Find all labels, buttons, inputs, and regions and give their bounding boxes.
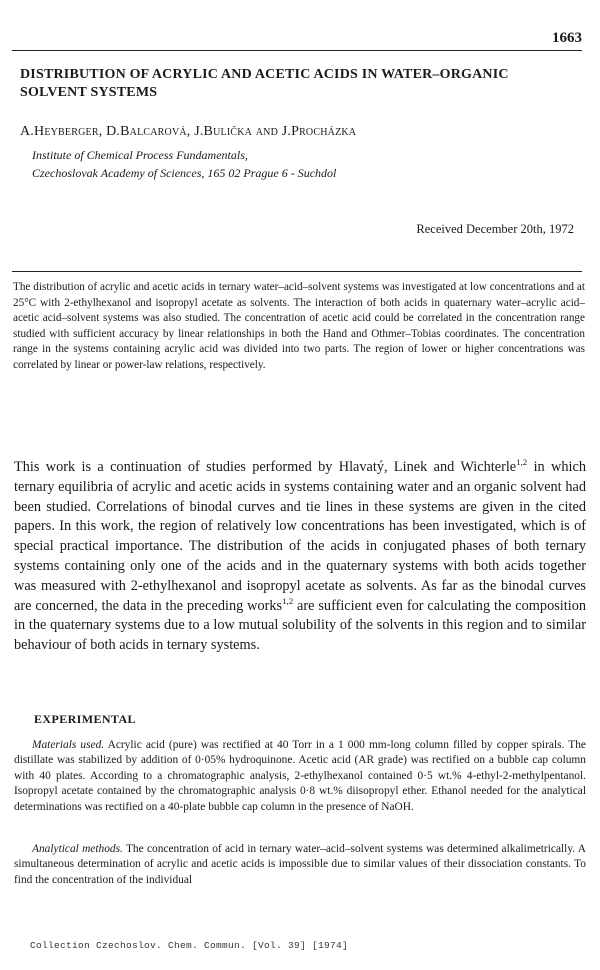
journal-citation-footer: Collection Czechoslov. Chem. Commun. [Vol. 39] [1974] bbox=[30, 940, 349, 951]
reference-marker: 1,2 bbox=[282, 595, 294, 606]
intro-text-2: in which ternary equilibria of acrylic and acetic acids in systems containing water and an organic solvent had been studied. Correlations of binodal curves and tie lines in these systems are given in the cited papers. In this work, the region of relatively low concentrations has been investigated, which is of special practical importance. The distribution of the acids in conjugated phases of both ternary systems containing only one of the acids and in the quaternary systems with both acids together was measured with 2-ethylhexanol and isopropyl acetate as solvents. As far as the binodal curves are concerned, the data in the preceding works bbox=[14, 459, 586, 614]
abstract: The distribution of acrylic and acetic acids in ternary water–acid–solvent systems was investigated at low concentrations and at 25°C with 2-ethylhexanol and isopropyl acetate as solvents. The interaction of both acids in quaternary water–acrylic acid–acetic acid–solvent systems was also studied. The concentration of acetic acid could be correlated in the concentration range studied with sufficient accuracy by linear relationships in both the Hand and Othmer–Tobias coordinates. The concentration range in the systems containing acrylic acid was divided into two parts. The region of lower or higher concentrations was correlated by linear or power-law relations, respectively. bbox=[13, 281, 585, 371]
materials-lead: Materials used. bbox=[32, 739, 105, 751]
affiliation-line-2: Czechoslovak Academy of Sciences, 165 02 Prague 6 - Suchdol bbox=[32, 166, 337, 180]
intro-text-1: This work is a continuation of studies performed by Hlavatý, Linek and Wichterle bbox=[14, 459, 517, 475]
analytical-lead: Analytical methods. bbox=[32, 843, 123, 855]
materials-paragraph bbox=[14, 738, 586, 815]
affiliation-line-1: Institute of Chemical Process Fundamentals, bbox=[32, 148, 248, 162]
abstract-rule bbox=[12, 271, 582, 272]
article-title: DISTRIBUTION OF ACRYLIC AND ACETIC ACIDS IN WATER–ORGANIC SOLVENT SYSTEMS bbox=[20, 67, 509, 100]
page-number: 1663 bbox=[552, 30, 582, 46]
reference-marker: 1,2 bbox=[516, 457, 528, 468]
received-date: Received December 20th, 1972 bbox=[416, 222, 574, 236]
section-heading-experimental: EXPERIMENTAL bbox=[34, 712, 136, 726]
introduction-paragraph bbox=[14, 458, 586, 656]
top-rule bbox=[12, 50, 582, 51]
materials-text: Acrylic acid (pure) was rectified at 40 Torr in a 1 000 mm-long column filled by copper spirals. The distillate was stabilized by addition of 0·05% hydroquinone. Acetic acid (AR grade) was rectified on a bubble cap column with 40 plates. According to a chromatographic analysis, 2-ethylhexanol contained 0·5 wt.% 4-ethyl-2-methylpentanol. Isopropyl acetate contained by the chromatographic analysis 0·8 wt.% diisopropyl ether. Ethanol needed for the analytical determinations was rectified on a 40-plate bubble cap column in the presence of NaOH. bbox=[14, 739, 586, 813]
author-list: A.Heyberger, D.Balcarová, J.Bulička and J.Procházka bbox=[20, 124, 357, 139]
intro-text-3: are sufficient even for calculating the composition in the quaternary systems due to a low mutual solubility of the solvents in this region and to similar behaviour of both acids in ternary systems. bbox=[14, 597, 586, 654]
analytical-text: The concentration of acid in ternary water–acid–solvent systems was determined alkalimetrically. A simultaneous determination of acrylic and acetic acids is impossible due to similar values of their dissociation constants. To find the concentration of the individual bbox=[14, 843, 586, 886]
analytical-paragraph bbox=[14, 842, 586, 888]
